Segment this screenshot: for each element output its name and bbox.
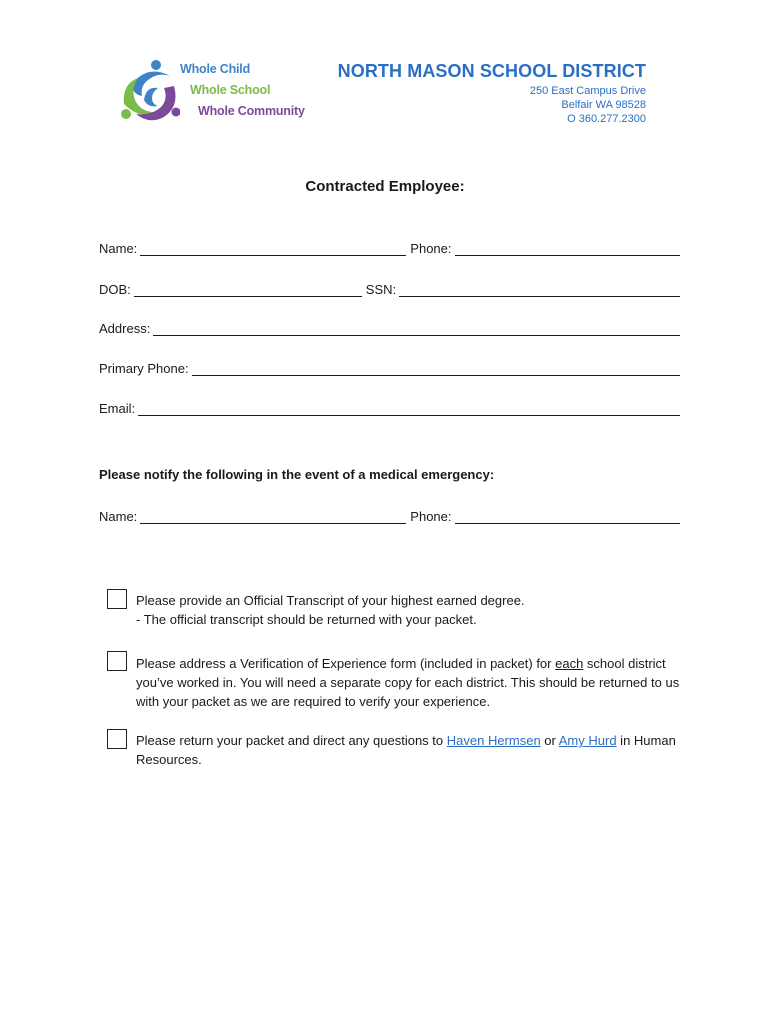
- ssn-label: SSN:: [365, 282, 397, 297]
- ssn-field[interactable]: [399, 284, 680, 297]
- form-title: Contracted Employee:: [305, 178, 465, 195]
- district-header: [338, 61, 646, 126]
- district-phone: O 360.277.2300: [567, 113, 646, 125]
- dob-field[interactable]: [134, 284, 362, 297]
- verification-item: [136, 654, 681, 711]
- email-row: [99, 398, 680, 416]
- emergency-row: [99, 506, 680, 524]
- emergency-phone-label: Phone:: [410, 509, 452, 524]
- primary-phone-field[interactable]: [192, 363, 680, 376]
- haven-hermsen-link[interactable]: Haven Hermsen: [446, 733, 541, 748]
- emergency-phone-field[interactable]: [455, 511, 681, 524]
- primary-phone-row: [99, 358, 680, 376]
- primary-phone-label: Primary Phone:: [99, 361, 189, 376]
- address-field[interactable]: [153, 323, 680, 336]
- emergency-name-label: Name:: [99, 509, 138, 524]
- return-text-b: in Human Resources.: [136, 733, 676, 767]
- address-label: Address:: [99, 321, 151, 336]
- address-row: [99, 318, 680, 336]
- verification-text-a: Please address a Verification of Experience form (included in packet) for: [136, 656, 556, 671]
- logo-mark-icon: [118, 58, 180, 124]
- phone-field[interactable]: [455, 243, 681, 256]
- district-name: NORTH MASON SCHOOL DISTRICT: [337, 61, 646, 81]
- transcript-item: [136, 591, 681, 629]
- district-street: 250 East Campus Drive: [529, 85, 646, 97]
- email-field[interactable]: [138, 403, 680, 416]
- name-phone-row: [99, 238, 680, 256]
- logo-line-1: Whole Child: [180, 62, 251, 76]
- district-logo: [118, 58, 305, 124]
- return-text-a: Please return your packet and direct any questions to: [136, 733, 447, 748]
- logo-line-2: Whole School: [190, 83, 271, 97]
- district-city: Belfair WA 98528: [561, 99, 646, 111]
- return-text-or: or: [540, 733, 559, 748]
- dob-label: DOB:: [99, 282, 131, 297]
- transcript-subtext: - The official transcript should be returned with your packet.: [136, 612, 477, 627]
- name-field[interactable]: [140, 243, 406, 256]
- amy-hurd-link[interactable]: Amy Hurd: [558, 733, 617, 748]
- transcript-checkbox[interactable]: [107, 589, 127, 609]
- dob-ssn-row: [99, 279, 680, 297]
- emergency-heading: Please notify the following in the event of a medical emergency:: [99, 467, 495, 482]
- logo-line-3: Whole Community: [198, 104, 305, 118]
- verification-text-b: school district you’ve worked in. You will need a separate copy for each district. This should be returned to us with your packet as we are required to verify your experience.: [136, 656, 680, 709]
- name-label: Name:: [99, 241, 138, 256]
- return-packet-checkbox[interactable]: [107, 729, 127, 749]
- emergency-name-field[interactable]: [140, 511, 406, 524]
- email-label: Email:: [99, 401, 136, 416]
- verification-checkbox[interactable]: [107, 651, 127, 671]
- return-packet-item: [136, 731, 681, 769]
- verification-text-each: each: [555, 656, 584, 671]
- phone-label: Phone:: [410, 241, 452, 256]
- transcript-text: Please provide an Official Transcript of your highest earned degree.: [136, 593, 525, 608]
